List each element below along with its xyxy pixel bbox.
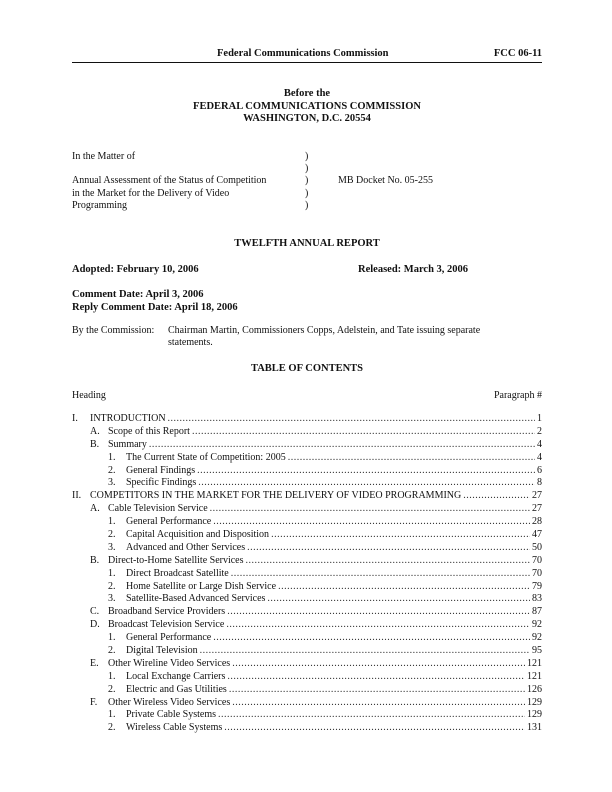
toc-entry[interactable] (72, 697, 542, 710)
toc-entry-paragraph: 129 (527, 696, 542, 708)
matter-title-line: Annual Assessment of the Status of Competition (72, 175, 267, 187)
toc-entry-label: General Findings (126, 464, 196, 476)
matter-title-line: in the Market for the Delivery of Video (72, 187, 230, 199)
toc-entry[interactable] (72, 568, 542, 581)
toc-entry[interactable] (72, 658, 542, 671)
toc-entry-label: Home Satellite or Large Dish Service (126, 580, 277, 592)
toc-entry-paragraph: 92 (532, 619, 542, 631)
toc-entry-label: General Performance (126, 632, 212, 644)
fcc-number: FCC 06-11 (493, 48, 542, 59)
toc-entry-number: 2. (108, 722, 116, 734)
toc-entry-number: 2. (108, 580, 116, 592)
toc-leader-dots (246, 555, 530, 566)
toc-entry[interactable] (72, 516, 542, 529)
toc-leader-dots (168, 413, 535, 424)
reply-comment-date: Reply Comment Date: April 18, 2006 (72, 301, 238, 313)
toc-entry-paragraph: 121 (527, 657, 542, 669)
toc-leader-dots (463, 490, 530, 501)
caption-commission: FEDERAL COMMUNICATIONS COMMISSION (193, 100, 421, 112)
matter-title-line: Programming (72, 199, 127, 211)
toc-leader-dots (229, 684, 525, 695)
toc-leader-dots (200, 645, 530, 656)
toc-entry-label: Advanced and Other Services (126, 541, 246, 553)
toc-entry-label: Broadband Service Providers (108, 606, 226, 618)
toc-leader-dots (232, 658, 525, 669)
toc-entry[interactable] (72, 529, 542, 542)
toc-entry-label: Wireless Cable Systems (126, 722, 223, 734)
toc-entry-label: INTRODUCTION (90, 413, 166, 424)
toc-leader-dots (198, 477, 535, 488)
toc-heading-label: Heading (72, 390, 106, 401)
table-of-contents (72, 413, 542, 735)
toc-leader-dots (267, 593, 530, 604)
agency-name: Federal Communications Commission (217, 48, 389, 59)
by-commission-text: statements. (168, 337, 213, 349)
toc-entry[interactable] (72, 490, 542, 503)
toc-entry-paragraph: 79 (532, 580, 542, 592)
toc-entry-paragraph: 129 (527, 709, 542, 721)
toc-entry[interactable] (72, 503, 542, 516)
toc-leader-dots (247, 542, 530, 553)
toc-leader-dots (210, 503, 530, 514)
toc-entry-number: F. (90, 696, 98, 708)
toc-entry[interactable] (72, 593, 542, 606)
comment-date: Comment Date: April 3, 2006 (72, 289, 204, 300)
toc-entry[interactable] (72, 671, 542, 684)
toc-entry-number: 2. (108, 683, 116, 695)
toc-entry-label: Digital Television (126, 645, 198, 657)
caption-block (72, 88, 542, 126)
toc-entry[interactable] (72, 465, 542, 478)
toc-entry-paragraph: 83 (532, 593, 542, 605)
toc-entry-label: Specific Findings (126, 477, 197, 489)
toc-entry-paragraph: 95 (532, 645, 542, 657)
toc-entry-paragraph: 28 (532, 516, 542, 528)
toc-entry-paragraph: 27 (532, 490, 542, 502)
toc-entry-number: 1. (108, 632, 116, 644)
toc-entry[interactable] (72, 426, 542, 439)
toc-entry-paragraph: 2 (537, 425, 542, 437)
toc-entry-paragraph: 4 (537, 451, 542, 463)
toc-entry-number: 2. (108, 464, 116, 476)
toc-leader-dots (213, 516, 530, 527)
toc-entry-number: 2. (108, 645, 116, 657)
toc-entry-label: The Current State of Competition: 2005 (126, 451, 286, 463)
toc-entry-number: 3. (108, 477, 116, 489)
toc-leader-dots (227, 671, 525, 682)
toc-entry-label: General Performance (126, 516, 212, 528)
toc-entry-label: Other Wireless Video Services (108, 696, 231, 708)
report-title: TWELFTH ANNUAL REPORT (234, 238, 380, 249)
toc-leader-dots (232, 697, 525, 708)
toc-entry-paragraph: 1 (537, 413, 542, 424)
toc-entry-paragraph: 126 (527, 683, 542, 695)
toc-entry-number: 2. (108, 529, 116, 541)
toc-entry-label: Satellite-Based Advanced Services (126, 593, 266, 605)
toc-entry-number: I. (72, 413, 78, 424)
toc-entry[interactable] (72, 722, 542, 735)
toc-entry-label: Capital Acquisition and Disposition (126, 529, 270, 541)
toc-entry-number: 1. (108, 709, 116, 721)
toc-entry[interactable] (72, 439, 542, 452)
toc-entry-label: Summary (108, 438, 147, 450)
toc-entry-number: B. (90, 438, 100, 450)
toc-leader-dots (288, 452, 535, 463)
in-the-matter: In the Matter of (72, 151, 136, 162)
toc-entry-number: 1. (108, 567, 116, 579)
toc-entry[interactable] (72, 413, 542, 426)
toc-entry[interactable] (72, 619, 542, 632)
toc-entry-paragraph: 87 (532, 606, 542, 618)
caption-parens: ) ) ) ) ) (305, 151, 309, 211)
toc-entry-number: E. (90, 657, 99, 669)
toc-title: TABLE OF CONTENTS (250, 363, 364, 374)
toc-entry-paragraph: 47 (532, 529, 542, 541)
by-commission-label: By the Commission: (72, 325, 155, 336)
toc-entry-label: Local Exchange Carriers (126, 670, 226, 682)
toc-entry-number: II. (72, 490, 82, 502)
toc-entry-label: Private Cable Systems (126, 709, 216, 721)
toc-leader-dots (271, 529, 530, 540)
toc-entry-paragraph: 8 (537, 477, 542, 489)
toc-entry-label: Electric and Gas Utilities (126, 683, 227, 695)
caption-location: WASHINGTON, D.C. 20554 (243, 113, 371, 124)
released-date: Released: March 3, 2006 (358, 264, 469, 275)
toc-leader-dots (227, 606, 530, 617)
toc-entry-paragraph: 70 (532, 554, 542, 566)
toc-leader-dots (213, 632, 530, 643)
by-commission-text: Chairman Martin, Commissioners Copps, Adelstein, and Tate issuing separate (168, 325, 481, 336)
docket-number: MB Docket No. 05-255 (338, 175, 433, 187)
toc-paragraph-label: Paragraph # (493, 390, 542, 401)
toc-entry-paragraph: 131 (527, 722, 542, 734)
toc-entry-paragraph: 27 (532, 503, 542, 515)
toc-entry-number: 1. (108, 670, 116, 682)
toc-entry-label: Scope of this Report (108, 425, 190, 437)
toc-entry[interactable] (72, 452, 542, 465)
toc-entry[interactable] (72, 645, 542, 658)
toc-leader-dots (226, 619, 530, 630)
toc-entry-paragraph: 6 (537, 464, 542, 476)
toc-entry-number: C. (90, 606, 100, 618)
toc-entry[interactable] (72, 581, 542, 594)
toc-entry-number: 1. (108, 516, 116, 528)
adopted-date: Adopted: February 10, 2006 (72, 264, 199, 275)
toc-entry-number: A. (90, 503, 100, 515)
toc-leader-dots (218, 709, 525, 720)
toc-entry-label: Direct-to-Home Satellite Services (108, 554, 244, 566)
toc-leader-dots (192, 426, 535, 437)
comment-dates (72, 289, 238, 314)
toc-leader-dots (197, 465, 535, 476)
toc-entry-paragraph: 70 (532, 567, 542, 579)
toc-leader-dots (278, 581, 530, 592)
toc-entry-label: Direct Broadcast Satellite (126, 567, 229, 579)
toc-entry-number: A. (90, 425, 100, 437)
toc-entry-paragraph: 4 (537, 438, 542, 450)
toc-leader-dots (231, 568, 530, 579)
caption-before: Before the (283, 88, 331, 99)
toc-entry-paragraph: 121 (527, 670, 542, 682)
toc-entry[interactable] (72, 684, 542, 697)
toc-entry-number: 1. (108, 451, 116, 463)
toc-leader-dots (149, 439, 535, 450)
toc-entry[interactable] (72, 555, 542, 568)
toc-entry[interactable] (72, 606, 542, 619)
toc-entry-number: 3. (108, 541, 116, 553)
toc-entry[interactable] (72, 632, 542, 645)
toc-entry[interactable] (72, 709, 542, 722)
toc-entry-paragraph: 50 (532, 541, 542, 553)
toc-leader-dots (224, 722, 525, 733)
toc-entry[interactable] (72, 477, 542, 490)
toc-entry-label: Other Wireline Video Services (108, 657, 231, 669)
toc-entry-number: D. (90, 619, 100, 631)
toc-entry-label: COMPETITORS IN THE MARKET FOR THE DELIVERY OF VIDEO PROGRAMMING (90, 490, 462, 502)
toc-entry-label: Broadcast Television Service (108, 619, 225, 631)
running-header (72, 46, 542, 63)
toc-entry-paragraph: 92 (532, 632, 542, 644)
toc-entry-label: Cable Television Service (108, 503, 208, 515)
toc-entry[interactable] (72, 542, 542, 555)
toc-entry-number: 3. (108, 593, 116, 605)
toc-entry-number: B. (90, 554, 100, 566)
